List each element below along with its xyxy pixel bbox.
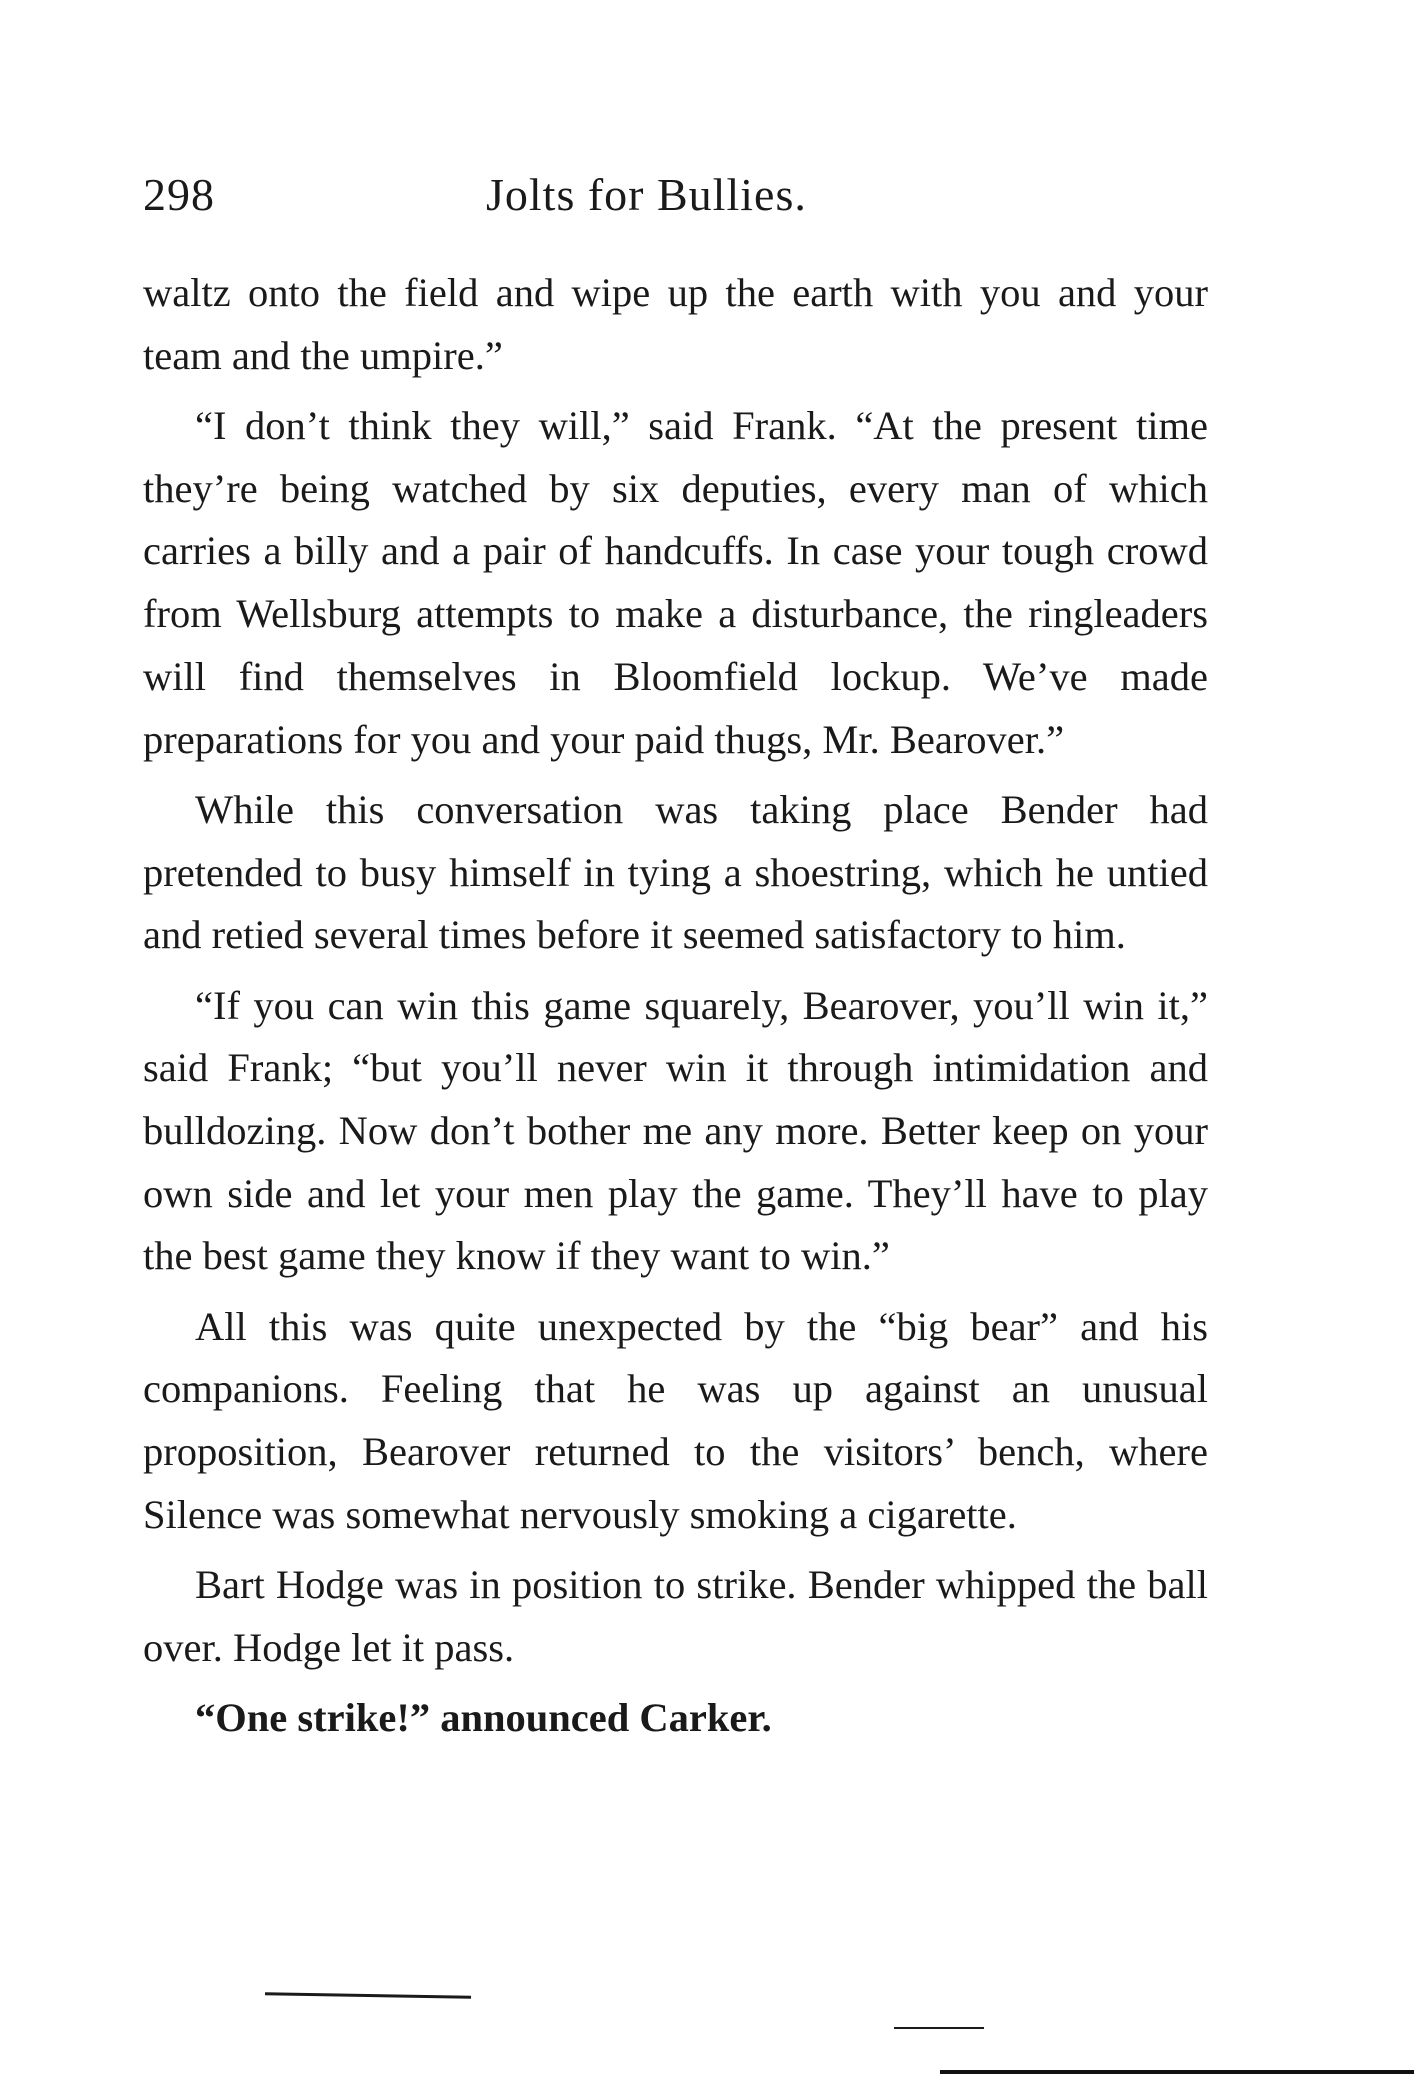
paragraph: “If you can win this game squarely, Bearover, you’ll win it,” said Frank; “but you’ll never win it through intimidation and bulldozing. Now don’t bother me any more. Better keep on your own side and let your men play the game. They’ll have to play the best game they know if they want to win.” [143, 982, 1208, 1279]
page-edge-rule [940, 2070, 1414, 2074]
paragraph: “I don’t think they will,” said Frank. “At the present time they’re being watched by six deputies, every man of which carries a billy and a pair of handcuffs. In case your tough crowd from Wellsburg attempts to make a disturbance, the ringleaders will find themselves in Bloomfield lockup. We’ve made preparations for you and your paid thugs, Mr. Bearover.” [143, 403, 1208, 762]
paragraph: While this conversation was taking place Bender had pretended to busy himself in tying a shoestring, which he untied and retied several times before it seemed satisfactory to him. [143, 786, 1208, 958]
paragraph-final: “One strike!” announced Carker. [195, 1695, 772, 1741]
page-number: 298 [143, 169, 215, 220]
running-title: Jolts for Bullies. [486, 169, 807, 220]
page-header [143, 168, 1208, 228]
paragraph-continuation: waltz onto the field and wipe up the earth with you and your team and the umpire.” [143, 270, 1208, 378]
paragraph: All this was quite unexpected by the “big bear” and his companions. Feeling that he was up against an unusual proposition, Bearover returned to the visitors’ bench, where Silence was somewhat nervously smoking a cigarette. [143, 1303, 1208, 1537]
body-text [143, 262, 1208, 1750]
print-rule-right [894, 2027, 984, 2029]
paragraph: Bart Hodge was in position to strike. Bender whipped the ball over. Hodge let it pass. [143, 1562, 1208, 1670]
print-rule-left [265, 1992, 471, 1999]
